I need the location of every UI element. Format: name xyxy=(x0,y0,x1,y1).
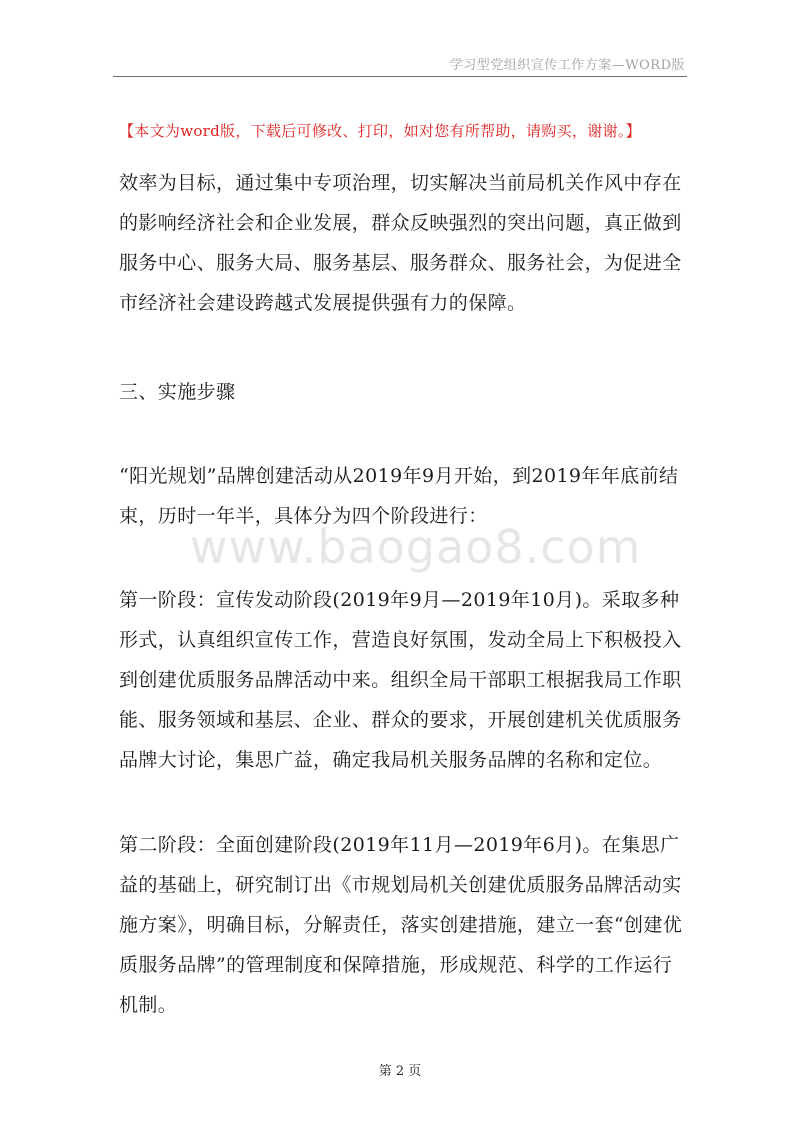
paragraph-2: “阳光规划”品牌创建活动从2019年9月开始，到2019年年底前结束，历时一年半，具体分为四个阶段进行： xyxy=(119,465,679,527)
watermark: www.baogao8.com xyxy=(190,520,642,574)
paragraph-4: 第二阶段：全面创建阶段(2019年11月—2019年6月)。在集思广益的基础上，研究制订出《市规划局机关创建优质服务品牌活动实施方案》，明确目标，分解责任，落实创建措施，建立一套“创建优质服务品牌”的管理制度和保障措施，形成规范、科学的工作运行机制。 xyxy=(119,834,683,1016)
download-notice: 【本文为word版，下载后可修改、打印，如对您有所帮助，请购买，谢谢。】 xyxy=(119,122,641,140)
paragraph-3: 第一阶段：宣传发动阶段(2019年9月—2019年10月)。采取多种形式，认真组织宣传工作，营造良好氛围，发动全局上下积极投入到创建优质服务品牌活动中来。组织全局干部职工根据我局工作职能、服务领域和基层、企业、群众的要求，开展创建机关优质服务品牌大讨论，集思广益，确定我局机关服务品牌的名称和定位。 xyxy=(119,589,682,771)
page-number: 第 2 页 xyxy=(378,1064,422,1079)
paragraph-1: 效率为目标，通过集中专项治理，切实解决当前局机关作风中存在的影响经济社会和企业发展，群众反映强烈的突出问题，真正做到服务中心、服务大局、服务基层、服务群众、服务社会，为促进全市经济社会建设跨越式发展提供强有力的保障。 xyxy=(119,172,682,314)
section-heading: 三、实施步骤 xyxy=(119,381,236,403)
header-title: 学习型党组织宣传工作方案—WORD版 xyxy=(449,58,685,73)
header-divider xyxy=(113,76,687,77)
